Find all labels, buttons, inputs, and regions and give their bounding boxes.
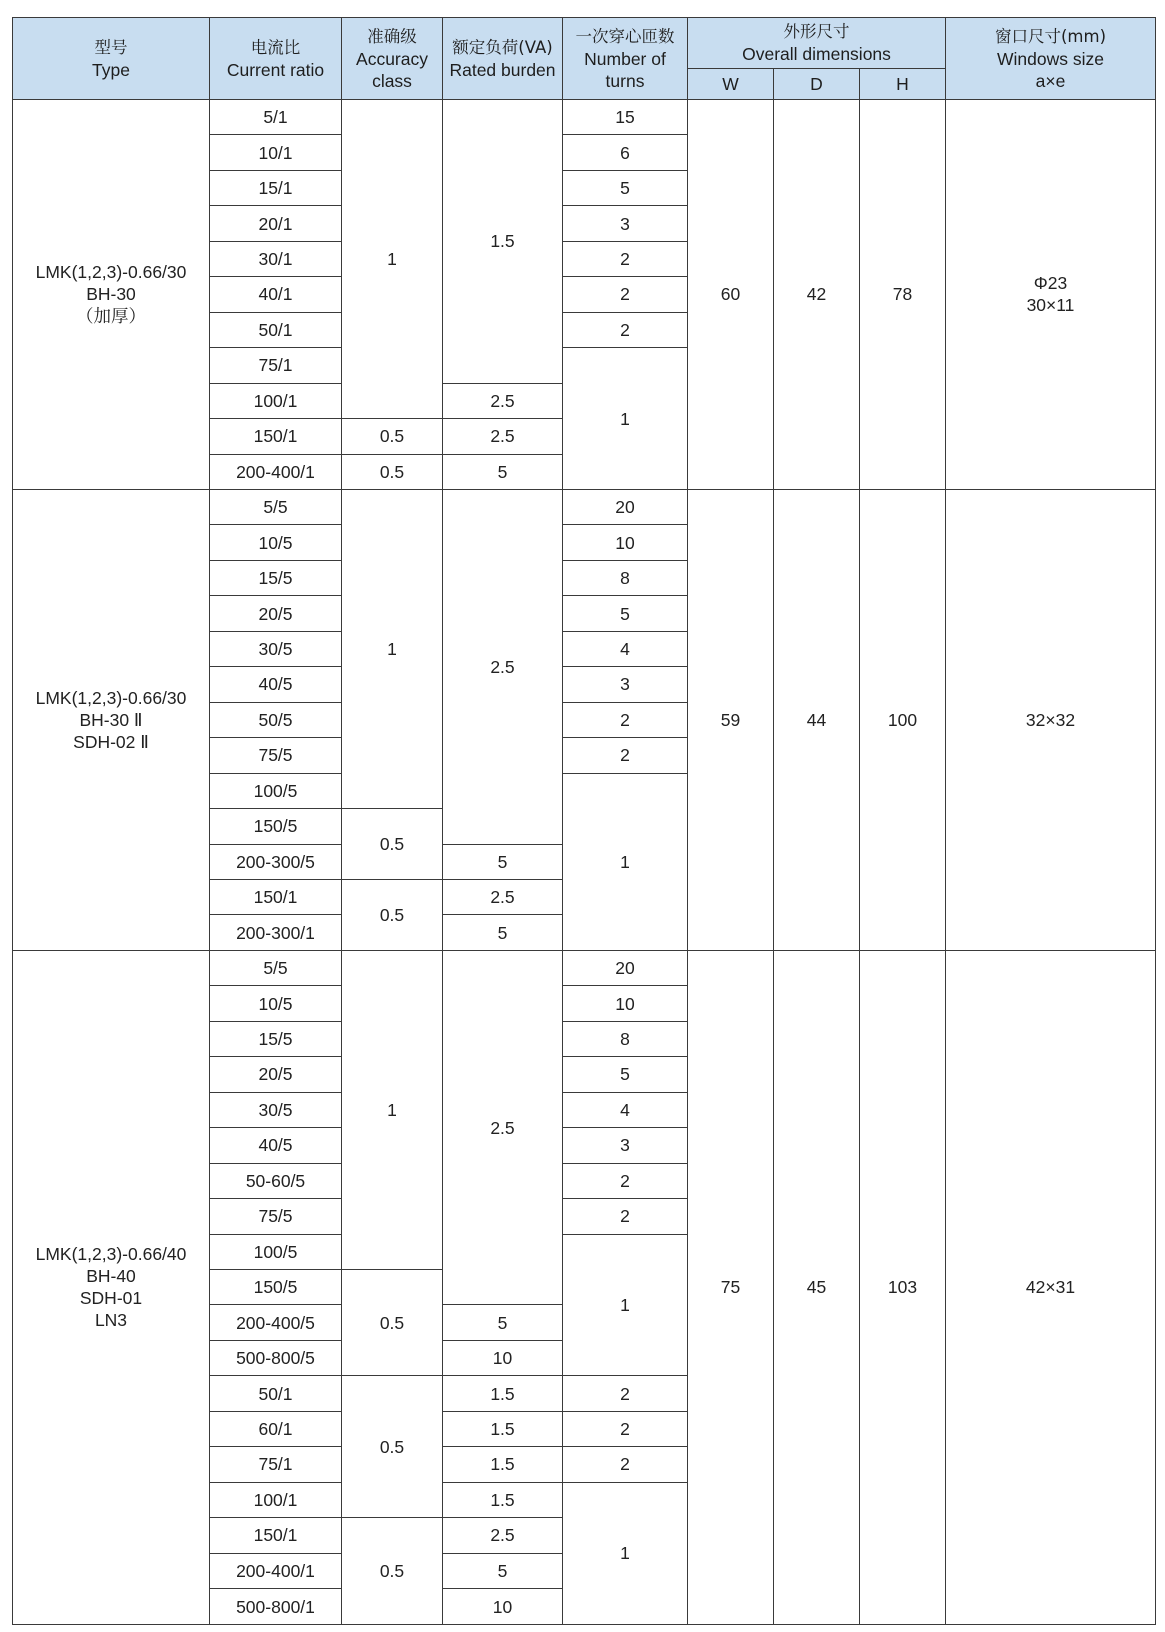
ratio-cell: 10/5: [210, 986, 342, 1021]
dim-d-cell: 45: [774, 950, 860, 1624]
ratio-cell: 150/1: [210, 1518, 342, 1553]
turns-cell: 10: [563, 986, 688, 1021]
dim-h-cell: 78: [860, 100, 946, 490]
turns-cell: 8: [563, 1021, 688, 1056]
ratio-cell: 100/5: [210, 773, 342, 808]
accuracy-cell: 1: [342, 489, 443, 808]
turns-cell: 5: [563, 170, 688, 205]
ratio-cell: 5/1: [210, 100, 342, 135]
burden-cell: 1.5: [443, 100, 563, 384]
header-rated-burden: 额定负荷(VA) Rated burden: [443, 18, 563, 100]
burden-cell: 1.5: [443, 1482, 563, 1517]
turns-cell: 3: [563, 1128, 688, 1163]
accuracy-cell: 0.5: [342, 1269, 443, 1375]
header-windows-size: 窗口尺寸(mm) Windows size a×e: [946, 18, 1156, 100]
turns-cell: 10: [563, 525, 688, 560]
burden-cell: 2.5: [443, 1518, 563, 1553]
burden-cell: 5: [443, 1305, 563, 1340]
accuracy-cell: 0.5: [342, 1518, 443, 1625]
turns-cell: 2: [563, 702, 688, 737]
ratio-cell: 150/5: [210, 809, 342, 844]
ratio-cell: 20/1: [210, 206, 342, 241]
ratio-cell: 100/1: [210, 383, 342, 418]
ratio-cell: 30/5: [210, 1092, 342, 1127]
ratio-cell: 10/5: [210, 525, 342, 560]
turns-cell: 1: [563, 348, 688, 490]
accuracy-cell: 0.5: [342, 419, 443, 454]
ratio-cell: 15/5: [210, 1021, 342, 1056]
ratio-cell: 20/5: [210, 1057, 342, 1092]
header-overall-dimensions: 外形尺寸 Overall dimensions: [688, 18, 946, 69]
ratio-cell: 200-400/5: [210, 1305, 342, 1340]
window-size-cell: 32×32: [946, 489, 1156, 950]
ratio-cell: 50-60/5: [210, 1163, 342, 1198]
accuracy-cell: 1: [342, 950, 443, 1269]
ratio-cell: 10/1: [210, 135, 342, 170]
burden-cell: 5: [443, 1553, 563, 1588]
turns-cell: 20: [563, 950, 688, 985]
ratio-cell: 30/5: [210, 631, 342, 666]
turns-cell: 2: [563, 1447, 688, 1482]
turns-cell: 2: [563, 738, 688, 773]
ratio-cell: 15/1: [210, 170, 342, 205]
accuracy-cell: 0.5: [342, 809, 443, 880]
turns-cell: 20: [563, 489, 688, 524]
turns-cell: 2: [563, 1163, 688, 1198]
burden-cell: 10: [443, 1340, 563, 1375]
dim-d-cell: 44: [774, 489, 860, 950]
header-number-of-turns: 一次穿心匝数 Number of turns: [563, 18, 688, 100]
turns-cell: 6: [563, 135, 688, 170]
ratio-cell: 75/5: [210, 738, 342, 773]
ratio-cell: 20/5: [210, 596, 342, 631]
burden-cell: 1.5: [443, 1376, 563, 1411]
burden-cell: 2.5: [443, 383, 563, 418]
burden-cell: 5: [443, 454, 563, 489]
turns-cell: 2: [563, 1199, 688, 1234]
ratio-cell: 75/1: [210, 348, 342, 383]
ratio-cell: 5/5: [210, 489, 342, 524]
header-accuracy-class: 准确级 Accuracy class: [342, 18, 443, 100]
ratio-cell: 500-800/1: [210, 1589, 342, 1625]
burden-cell: 5: [443, 844, 563, 879]
burden-cell: 2.5: [443, 950, 563, 1305]
turns-cell: 5: [563, 1057, 688, 1092]
dim-d-cell: 42: [774, 100, 860, 490]
ratio-cell: 200-400/1: [210, 1553, 342, 1588]
turns-cell: 3: [563, 667, 688, 702]
turns-cell: 15: [563, 100, 688, 135]
ratio-cell: 100/5: [210, 1234, 342, 1269]
ratio-cell: 150/1: [210, 879, 342, 914]
dim-h-cell: 103: [860, 950, 946, 1624]
table-body: [13, 100, 1156, 1625]
header-h: H: [860, 69, 946, 100]
turns-cell: 2: [563, 1376, 688, 1411]
type-cell: LMK(1,2,3)-0.66/30 BH-30 （加厚）: [13, 100, 210, 490]
ratio-cell: 150/1: [210, 419, 342, 454]
dim-w-cell: 59: [688, 489, 774, 950]
ratio-cell: 75/1: [210, 1447, 342, 1482]
ratio-cell: 50/1: [210, 312, 342, 347]
burden-cell: 2.5: [443, 879, 563, 914]
ratio-cell: 30/1: [210, 241, 342, 276]
window-size-cell: Φ23 30×11: [946, 100, 1156, 490]
type-cell: LMK(1,2,3)-0.66/30 BH-30 Ⅱ SDH-02 Ⅱ: [13, 489, 210, 950]
header-current-ratio: 电流比 Current ratio: [210, 18, 342, 100]
turns-cell: 4: [563, 631, 688, 666]
turns-cell: 1: [563, 773, 688, 950]
turns-cell: 1: [563, 1234, 688, 1376]
ratio-cell: 200-300/5: [210, 844, 342, 879]
type-cell: LMK(1,2,3)-0.66/40 BH-40 SDH-01 LN3: [13, 950, 210, 1624]
turns-cell: 8: [563, 560, 688, 595]
spec-table: [12, 17, 1156, 1625]
ratio-cell: 200-300/1: [210, 915, 342, 950]
accuracy-cell: 0.5: [342, 1376, 443, 1518]
turns-cell: 5: [563, 596, 688, 631]
ratio-cell: 60/1: [210, 1411, 342, 1446]
ratio-cell: 500-800/5: [210, 1340, 342, 1375]
dim-h-cell: 100: [860, 489, 946, 950]
turns-cell: 3: [563, 206, 688, 241]
accuracy-cell: 0.5: [342, 454, 443, 489]
ratio-cell: 5/5: [210, 950, 342, 985]
turns-cell: 2: [563, 312, 688, 347]
burden-cell: 2.5: [443, 419, 563, 454]
ratio-cell: 100/1: [210, 1482, 342, 1517]
ratio-cell: 75/5: [210, 1199, 342, 1234]
header-w: W: [688, 69, 774, 100]
ratio-cell: 40/1: [210, 277, 342, 312]
ratio-cell: 200-400/1: [210, 454, 342, 489]
accuracy-cell: 1: [342, 100, 443, 419]
ratio-cell: 150/5: [210, 1269, 342, 1304]
turns-cell: 4: [563, 1092, 688, 1127]
burden-cell: 1.5: [443, 1447, 563, 1482]
burden-cell: 1.5: [443, 1411, 563, 1446]
burden-cell: 10: [443, 1589, 563, 1625]
dim-w-cell: 60: [688, 100, 774, 490]
header-type: 型号 Type: [13, 18, 210, 100]
ratio-cell: 50/5: [210, 702, 342, 737]
header-d: D: [774, 69, 860, 100]
window-size-cell: 42×31: [946, 950, 1156, 1624]
turns-cell: 2: [563, 241, 688, 276]
turns-cell: 1: [563, 1482, 688, 1624]
ratio-cell: 50/1: [210, 1376, 342, 1411]
turns-cell: 2: [563, 277, 688, 312]
turns-cell: 2: [563, 1411, 688, 1446]
table-header: [13, 18, 1156, 100]
ratio-cell: 40/5: [210, 1128, 342, 1163]
dim-w-cell: 75: [688, 950, 774, 1624]
burden-cell: 5: [443, 915, 563, 950]
accuracy-cell: 0.5: [342, 879, 443, 950]
ratio-cell: 40/5: [210, 667, 342, 702]
ratio-cell: 15/5: [210, 560, 342, 595]
burden-cell: 2.5: [443, 489, 563, 844]
